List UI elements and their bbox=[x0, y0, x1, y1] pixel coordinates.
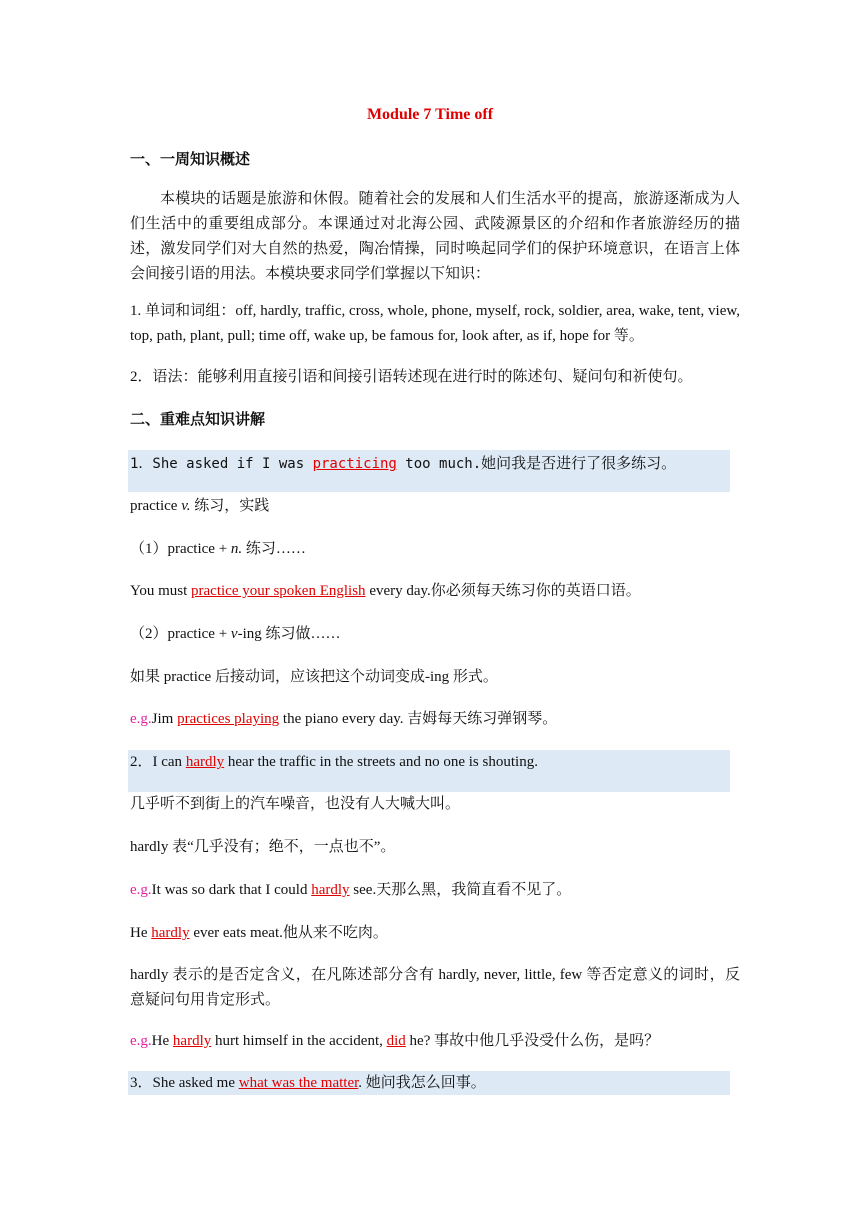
example-3-highlight: hardly bbox=[311, 882, 350, 898]
example-5-text-end: he? 事故中他几乎没受什么伤，是吗？ bbox=[405, 1033, 660, 1049]
example-2-highlight: practices playing bbox=[177, 711, 280, 727]
example-2-text-end: the piano every day. 吉姆每天练习弹钢琴。 bbox=[279, 711, 558, 727]
key-point-1-highlight: practicing bbox=[312, 456, 397, 472]
practice-definition bbox=[130, 496, 740, 516]
hardly-definition: hardly 表“几乎没有；绝不，一点也不”。 bbox=[130, 839, 396, 855]
example-5 bbox=[130, 1031, 740, 1051]
usage-2-pos: v bbox=[230, 626, 238, 642]
example-3-text-end: see.天那么黑，我简直看不见了。 bbox=[349, 882, 572, 898]
example-5-text-mid: hurt himself in the accident, bbox=[211, 1033, 387, 1049]
key-point-3 bbox=[130, 1073, 740, 1093]
key-point-2-highlight: hardly bbox=[185, 754, 225, 770]
example-1 bbox=[130, 581, 740, 601]
example-3-text: It was so dark that I could bbox=[151, 882, 312, 898]
usage-2-text: （2）practice + bbox=[130, 626, 231, 642]
usage-note: 如果 practice 后接动词，应该把这个动词变成-ing 形式。 bbox=[130, 669, 498, 685]
grammar-note: 2．语法：能够利用直接引语和间接引语转述现在进行时的陈述句、疑问句和祈使句。 bbox=[130, 369, 693, 385]
key-point-1-text-end: too much. bbox=[396, 456, 482, 472]
key-point-2-text-end: hear the traffic in the streets and no one is shouting. bbox=[224, 754, 538, 770]
intro-paragraph: 本模块的话题是旅游和休假。随着社会的发展和人们生活水平的提高，旅游逐渐成为人们生活中的重要组成部分。本课通过对北海公园、武陵源景区的介绍和作者旅游经历的描述，激发同学们对大自然的热爱，陶冶情操，同时唤起同学们的保护环境意识，在语言上体会间接引语的用法。本模块要求同学们掌握以下知识： bbox=[130, 191, 740, 282]
usage-1-text: （1）practice + bbox=[130, 541, 231, 557]
document-title: Module 7 Time off bbox=[366, 106, 494, 123]
usage-1-meaning: 练习…… bbox=[242, 541, 306, 557]
example-1-text-end: every day.你必须每天练习你的英语口语。 bbox=[365, 583, 641, 599]
example-marker: e.g. bbox=[130, 882, 152, 898]
usage-2 bbox=[130, 624, 740, 644]
example-1-text: You must bbox=[130, 583, 192, 599]
example-5-highlight: hardly bbox=[172, 1033, 212, 1049]
part-of-speech: v. bbox=[181, 498, 191, 514]
hardly-note: hardly 表示的是否定含义，在凡陈述部分含有 hardly, never, little, few 等否定意义的词时，反意疑问句用肯定形式。 bbox=[130, 967, 740, 1008]
example-4 bbox=[130, 923, 740, 943]
key-point-3-text-end: . 她问我怎么回事。 bbox=[358, 1075, 486, 1091]
key-point-1-text: 1．She asked if I was bbox=[130, 456, 313, 472]
key-point-3-text: 3．She asked me bbox=[130, 1075, 239, 1091]
example-3 bbox=[130, 880, 740, 900]
usage-1 bbox=[130, 539, 740, 559]
example-4-text-end: ever eats meat.他从来不吃肉。 bbox=[189, 925, 388, 941]
example-2 bbox=[130, 709, 740, 729]
key-point-3-highlight: what was the matter bbox=[238, 1075, 359, 1091]
key-point-2-translation: 几乎听不到街上的汽车噪音，也没有人大喊大叫。 bbox=[130, 796, 461, 812]
example-marker: e.g. bbox=[130, 1033, 152, 1049]
usage-1-pos: n. bbox=[230, 541, 243, 557]
example-1-highlight: practice your spoken English bbox=[191, 583, 366, 599]
definition-meaning: 练习，实践 bbox=[190, 498, 270, 514]
example-2-text: Jim bbox=[151, 711, 178, 727]
example-4-highlight: hardly bbox=[151, 925, 190, 941]
example-5-text: He bbox=[151, 1033, 173, 1049]
example-marker: e.g. bbox=[130, 711, 152, 727]
definition-word: practice bbox=[130, 498, 182, 514]
key-point-1-translation: 她问我是否进行了很多练习。 bbox=[481, 454, 677, 472]
key-point-2 bbox=[130, 752, 740, 772]
section-heading-overview: 一、一周知识概述 bbox=[130, 152, 251, 168]
section-heading-key-points: 二、重难点知识讲解 bbox=[130, 412, 266, 428]
vocabulary-list: 1. 单词和词组：off, hardly, traffic, cross, whole, phone, myself, rock, soldier, area, wake, tent, view, top, path, plant, pull; time off, wake up, be famous for, look after, as if, hope for 等。 bbox=[130, 303, 740, 344]
example-4-text: He bbox=[130, 925, 152, 941]
usage-2-meaning: -ing 练习做…… bbox=[237, 626, 341, 642]
example-5-highlight-2: did bbox=[386, 1033, 406, 1049]
key-point-2-text: 2．I can bbox=[130, 754, 186, 770]
key-point-1 bbox=[130, 452, 740, 475]
